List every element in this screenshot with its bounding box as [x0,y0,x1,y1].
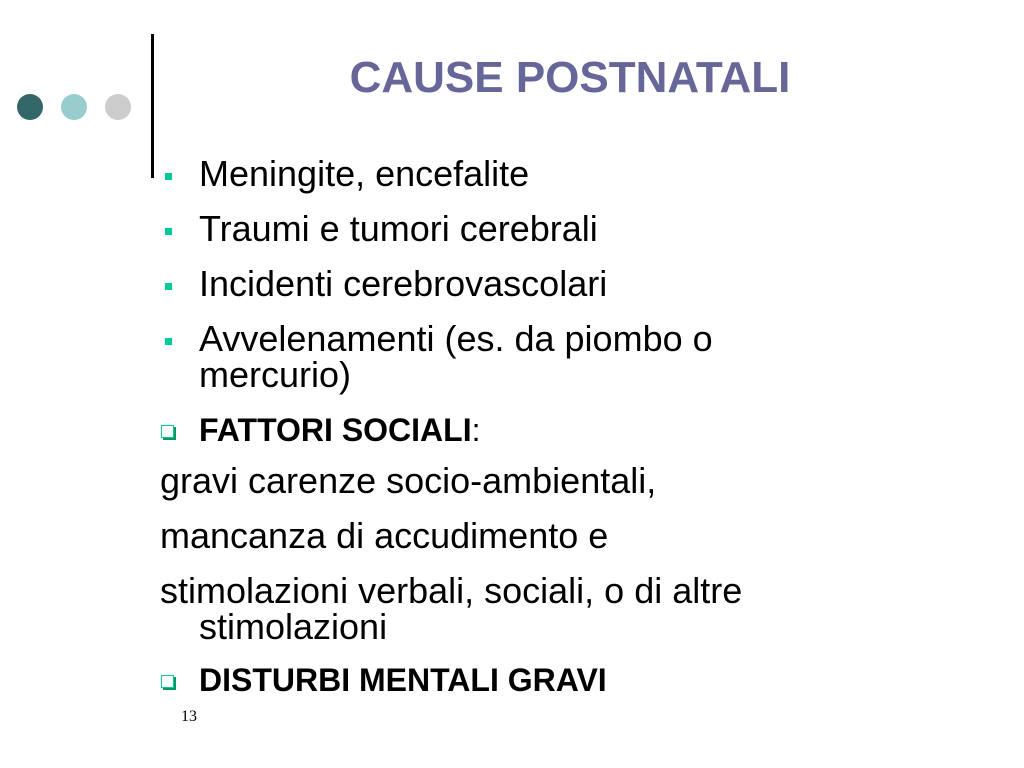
vertical-divider [151,34,154,178]
square-bullet-icon [165,338,172,345]
social-line-1: gravi carenze socio-ambientali, [160,460,657,501]
bullet-item-incidenti [160,263,980,304]
decorative-dot-dark [17,94,43,120]
bullet-item-traumi [160,208,980,249]
slide-title: CAUSE POSTNATALI [349,53,791,102]
bullet-text: Meningite, encefalite [199,153,530,194]
section-heading-disturbi-mentali [160,664,980,696]
social-line-4: stimolazioni [199,606,388,647]
bullet-text-line1: Avvelenamenti (es. da piombo o [199,318,713,359]
square-bullet-icon [165,173,172,180]
bullet-item-meningite [160,153,980,194]
heading-colon: : [471,412,481,448]
bullet-item-avvelenamenti [160,318,980,395]
heading-text: FATTORI SOCIALI [199,412,472,448]
slide-body [160,150,980,696]
box-bullet-icon [161,425,174,438]
section-heading-fattori-sociali [160,414,980,446]
social-line-2: mancanza di accudimento e [160,515,609,556]
square-bullet-icon [165,228,172,235]
page-number: 13 [181,708,197,725]
bullet-text-line2: mercurio) [199,354,352,395]
social-line-3: stimolazioni verbali, sociali, o di altre [160,570,743,611]
bullet-text: Incidenti cerebrovascolari [199,263,608,304]
bullet-text: Traumi e tumori cerebrali [199,208,598,249]
box-bullet-icon [161,675,174,688]
decorative-dot-light [105,94,131,120]
square-bullet-icon [165,283,172,290]
decorative-dot-mid [61,94,87,120]
heading-text: DISTURBI MENTALI GRAVI [199,662,607,698]
